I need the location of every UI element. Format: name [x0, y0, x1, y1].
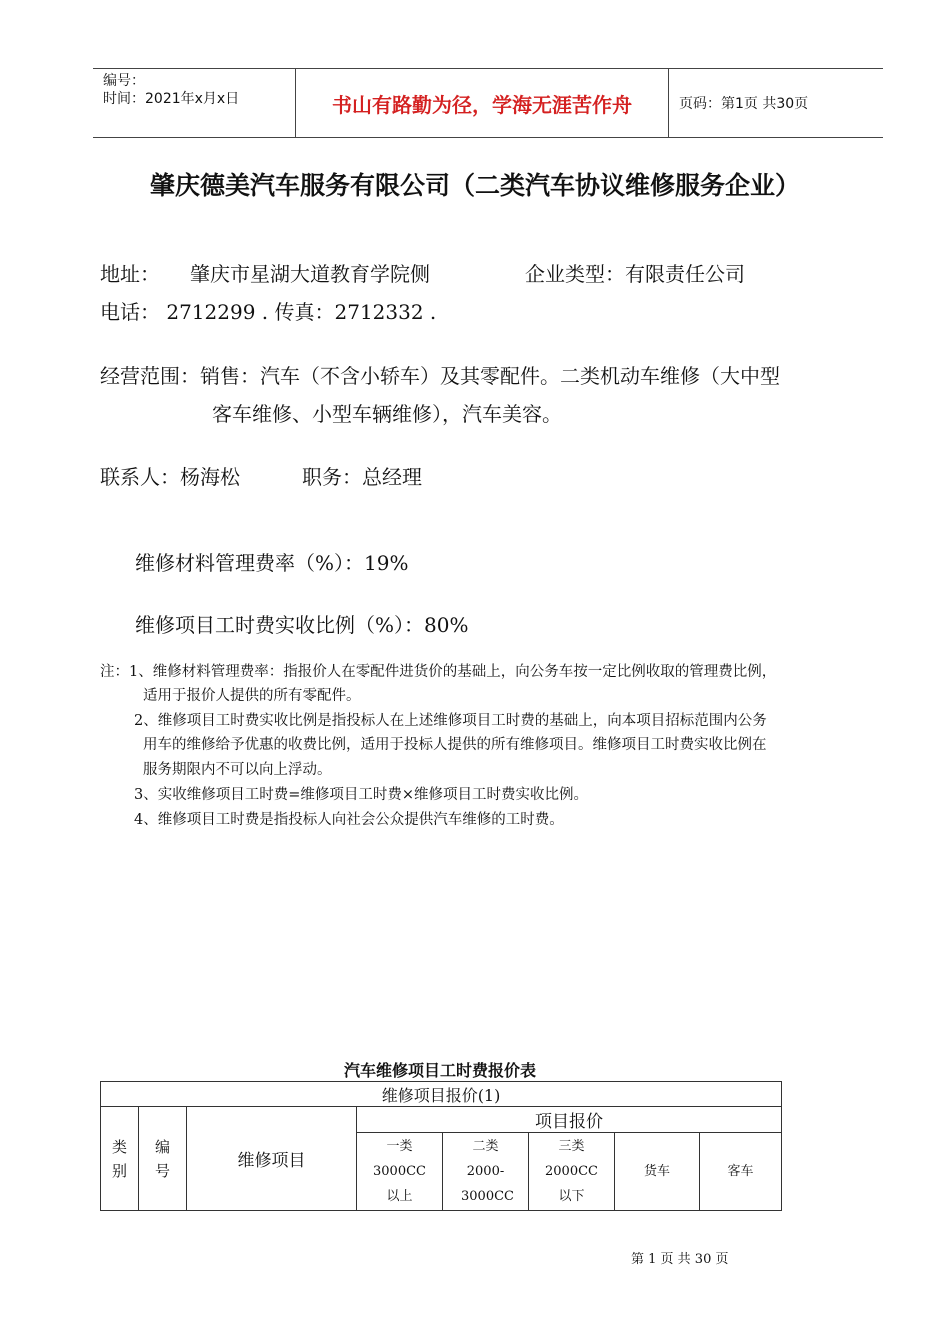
col-bus: 客车 — [700, 1133, 782, 1211]
address-value: 肇庆市星湖大道教育学院侧 — [190, 262, 430, 286]
phone-fax: 电话： 2712299 . 传真：2712332 . — [100, 300, 437, 324]
col-number: 编号 — [139, 1107, 187, 1211]
col-project-quote: 项目报价 — [357, 1107, 782, 1133]
col-category: 类别 — [101, 1107, 139, 1211]
col-class-one: 一类3000CC以上 — [357, 1133, 443, 1211]
company-type: 企业类型：有限责任公司 — [525, 262, 745, 286]
header-meta — [93, 69, 295, 137]
contact-position: 职务：总经理 — [302, 465, 422, 489]
material-rate: 维修材料管理费率（%）：19% — [135, 551, 409, 575]
col-class-three: 三类2000CC以下 — [529, 1133, 615, 1211]
header-page-label: 页码：第1页 共30页 — [679, 96, 809, 112]
serial-label: 编号： — [103, 73, 145, 89]
company-title: 肇庆德美汽车服务有限公司（二类汽车协议维修服务企业） — [149, 171, 800, 200]
time-label: 时间：2021年x月x日 — [103, 91, 240, 107]
col-class-two: 二类2000-3000CC — [443, 1133, 529, 1211]
note-line: 注：1、维修材料管理费率：指报价人在零配件进货价的基础上，向公务车按一定比例收取的管理费比例， — [100, 664, 777, 680]
business-scope-line2: 客车维修、小型车辆维修），汽车美容。 — [212, 402, 562, 426]
contact-person: 联系人：杨海松 — [100, 465, 240, 489]
address-label: 地址： — [100, 262, 160, 286]
note-line: 3、实收维修项目工时费=维修项目工时费×维修项目工时费实收比例。 — [134, 787, 589, 803]
quote-table — [100, 1081, 782, 1211]
header-motto: 书山有路勤为径，学海无涯苦作舟 — [295, 69, 669, 137]
business-scope-line1: 经营范围：销售：汽车（不含小轿车）及其零配件。二类机动车维修（大中型 — [100, 364, 780, 388]
note-line: 2、维修项目工时费实收比例是指投标人在上述维修项目工时费的基础上，向本项目招标范围内公务 — [134, 713, 767, 729]
page-header — [93, 68, 883, 138]
table-section-header: 维修项目报价(1) — [101, 1082, 782, 1107]
col-repair-item: 维修项目 — [187, 1107, 357, 1211]
note-line: 4、维修项目工时费是指投标人向社会公众提供汽车维修的工时费。 — [134, 812, 564, 828]
col-truck: 货车 — [615, 1133, 700, 1211]
table-title: 汽车维修项目工时费报价表 — [343, 1061, 536, 1080]
note-line: 适用于报价人提供的所有零配件。 — [143, 688, 361, 704]
note-line: 用车的维修给予优惠的收费比例，适用于投标人提供的所有维修项目。维修项目工时费实收比例在 — [143, 737, 767, 753]
labor-ratio: 维修项目工时费实收比例（%）：80% — [135, 613, 469, 637]
note-line: 服务期限内不可以向上浮动。 — [143, 762, 332, 778]
page-footer: 第 1 页 共 30 页 — [631, 1252, 729, 1267]
